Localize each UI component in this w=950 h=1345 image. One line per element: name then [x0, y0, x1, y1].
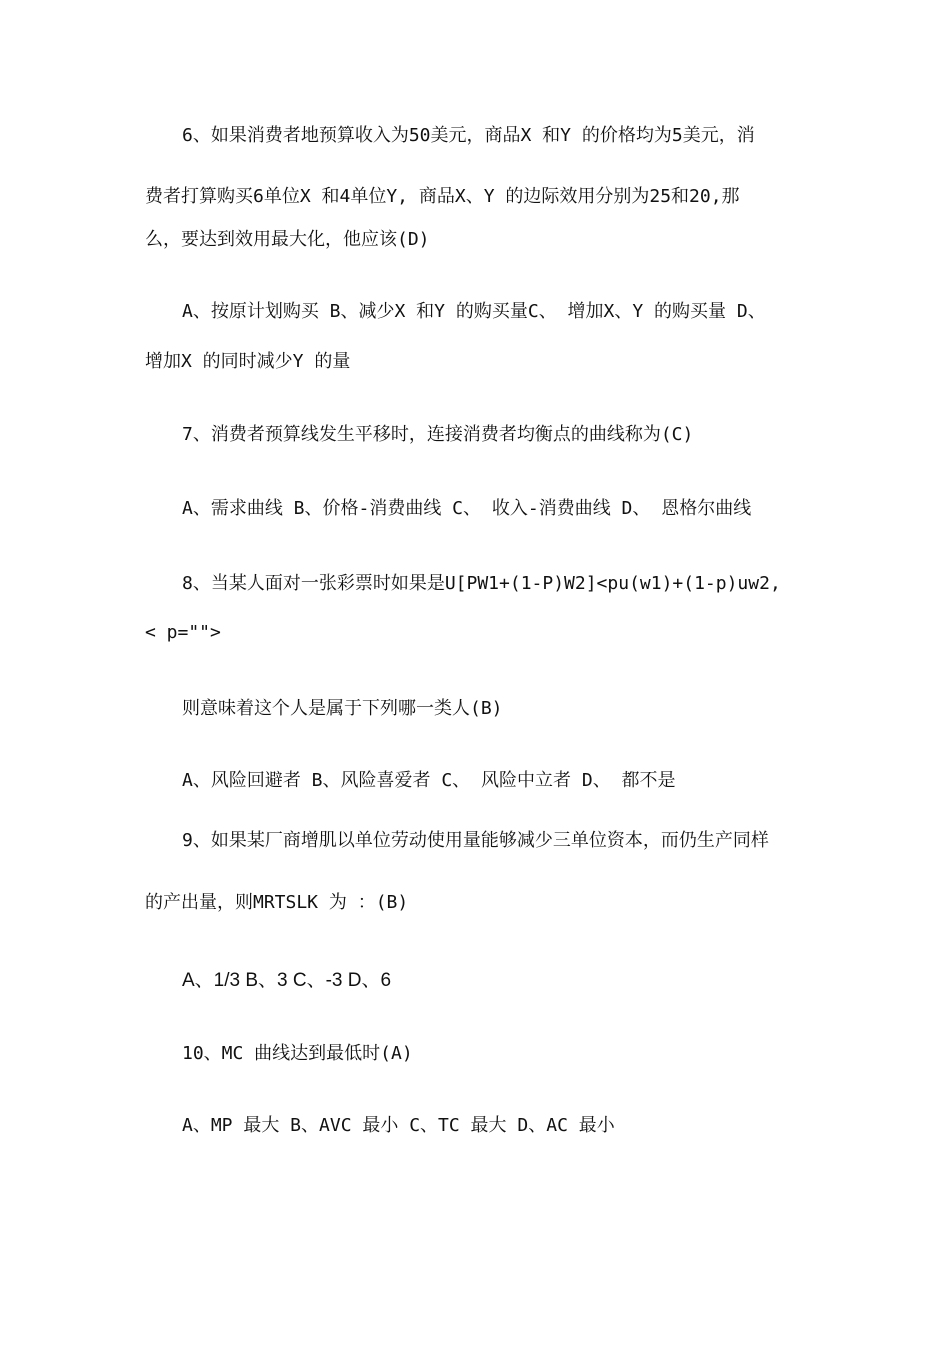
q6-options-line-1: A、按原计划购买 B、减少X 和Y 的购买量C、 增加X、Y 的购买量 D、	[182, 301, 766, 322]
q9-line-2: 的产出量，则MRTSLK 为 ：(B)	[145, 892, 409, 913]
q6-line-3: 么，要达到效用最大化，他应该(D)	[145, 229, 430, 250]
q6-options-line-2: 增加X 的同时减少Y 的量	[145, 351, 351, 372]
q8-options: A、风险回避者 B、风险喜爱者 C、 风险中立者 D、 都不是	[182, 770, 676, 791]
q8-line-2: < p="">	[145, 622, 221, 643]
q7-line-1: 7、消费者预算线发生平移时，连接消费者均衡点的曲线称为(C)	[182, 424, 694, 445]
q9-line-1: 9、如果某厂商增肌以单位劳动使用量能够减少三单位资本，而仍生产同样	[182, 830, 769, 851]
q7-options: A、需求曲线 B、价格-消费曲线 C、 收入-消费曲线 D、 恩格尔曲线	[182, 498, 752, 519]
q8-line-1: 8、当某人面对一张彩票时如果是U[PW1+(1-P)W2]<pu(w1)+(1-p)uw2,	[182, 573, 781, 594]
q6-line-1: 6、如果消费者地预算收入为50美元，商品X 和Y 的价格均为5美元，消	[182, 125, 755, 146]
q6-line-2: 费者打算购买6单位X 和4单位Y, 商品X、Y 的边际效用分别为25和20,那	[145, 186, 740, 207]
q10-options: A、MP 最大 B、AVC 最小 C、TC 最大 D、AC 最小	[182, 1115, 615, 1136]
q9-options: A、1/3 B、3 C、-3 D、6	[182, 970, 392, 991]
q10-line-1: 10、MC 曲线达到最低时(A)	[182, 1043, 413, 1064]
q8-line-3: 则意味着这个人是属于下列哪一类人(B)	[182, 698, 503, 719]
